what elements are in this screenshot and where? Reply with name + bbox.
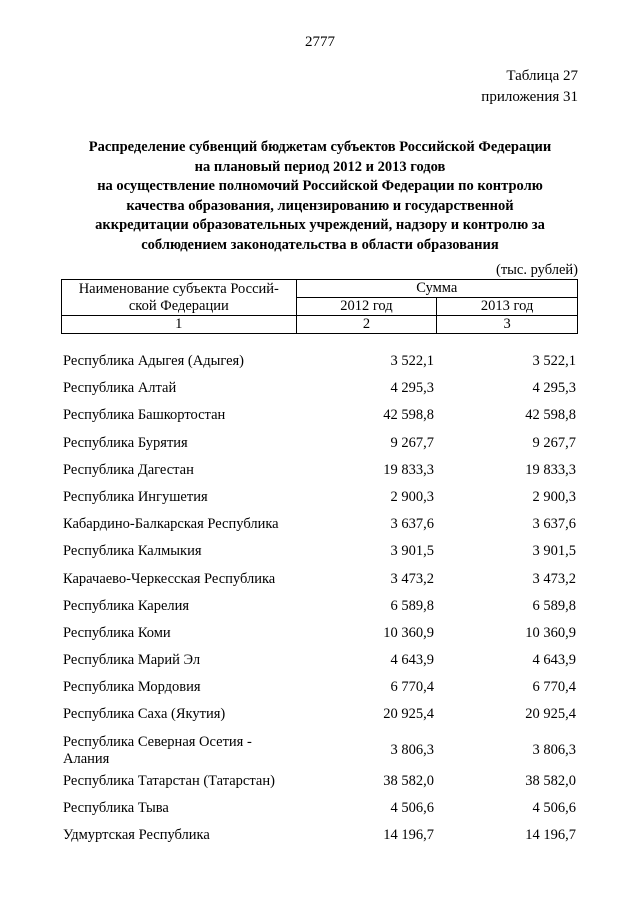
table-row — [63, 797, 578, 824]
amount-2013: 38 582,0 — [525, 772, 576, 789]
amount-2013: 14 196,7 — [525, 827, 576, 843]
page-number: 2777 — [305, 34, 335, 50]
title-line: аккредитации образовательных учреждений, надзору и контролю за — [95, 217, 545, 233]
subject-name: Республика Алтай — [63, 380, 177, 397]
table-row — [63, 770, 578, 797]
subject-name-line: Республика Северная Осетия - — [63, 733, 252, 750]
title-line: соблюдением законодательства в области образования — [141, 236, 499, 253]
subject-name: Республика Ингушетия — [63, 488, 208, 505]
amount-2013: 6 770,4 — [532, 679, 576, 696]
table-row — [63, 676, 578, 703]
subject-name: Республика Марий Эл — [63, 652, 201, 669]
amount-2012: 4 506,6 — [390, 799, 434, 816]
amount-2013: 10 360,9 — [525, 624, 576, 641]
header-column-number: 2 — [296, 316, 437, 334]
header-year-2012: 2012 год — [296, 298, 437, 316]
table-row — [63, 703, 578, 730]
subject-name: Республика Мордовия — [63, 679, 201, 696]
amount-2012: 9 267,7 — [390, 434, 434, 451]
table-reference-line: приложения 31 — [481, 89, 578, 105]
table-row — [63, 486, 578, 513]
subject-name: Республика Калмыкия — [63, 543, 202, 560]
table-row — [63, 432, 578, 459]
subject-name: Республика Башкортостан — [63, 407, 226, 424]
subject-name: Республика Коми — [63, 624, 171, 641]
amount-2012: 6 589,8 — [390, 597, 434, 614]
title-line: на плановый период 2012 и 2013 годов — [194, 158, 446, 175]
amount-2012: 19 833,3 — [383, 461, 434, 478]
units-label: (тыс. рублей) — [496, 262, 578, 278]
subject-name: Республика Тыва — [63, 799, 169, 816]
amount-2012: 10 360,9 — [383, 624, 434, 641]
table-row — [63, 350, 578, 377]
amount-2013: 3 522,1 — [532, 353, 576, 369]
table-row — [63, 404, 578, 431]
table-row — [63, 649, 578, 676]
subject-name: Республика Татарстан (Татарстан) — [63, 772, 275, 789]
header-year-2013: 2013 год — [437, 298, 578, 316]
amount-2013: 2 900,3 — [532, 488, 576, 505]
subject-name-line: Алания — [63, 750, 110, 767]
amount-2012: 3 901,5 — [390, 543, 434, 560]
subject-name: Удмуртская Республика — [63, 827, 210, 843]
subject-name: Кабардино-Балкарская Республика — [63, 516, 279, 533]
subject-name: Республика Саха (Якутия) — [63, 706, 226, 723]
amount-2013: 42 598,8 — [525, 407, 576, 424]
table-row — [63, 459, 578, 486]
header-subject-name-line: Наименование субъекта Россий- — [78, 280, 279, 297]
subject-name: Республика Бурятия — [63, 434, 188, 451]
amount-2012: 38 582,0 — [383, 772, 434, 789]
amount-2012: 6 770,4 — [390, 679, 434, 696]
document-title — [60, 138, 580, 255]
header-column-number: 3 — [437, 316, 578, 334]
table-row — [63, 377, 578, 404]
amount-2013: 20 925,4 — [525, 706, 576, 723]
table-row — [63, 622, 578, 649]
amount-2013: 6 589,8 — [532, 597, 576, 614]
title-line: Распределение субвенций бюджетам субъектов Российской Федерации — [88, 139, 552, 155]
subject-name: Республика Дагестан — [63, 461, 194, 478]
table-row — [63, 731, 578, 770]
header-subject-name — [62, 280, 297, 316]
subject-name: Республика Адыгея (Адыгея) — [63, 353, 245, 369]
table-reference — [481, 66, 578, 108]
amount-2012: 3 637,6 — [390, 516, 434, 533]
table-body — [63, 350, 578, 851]
amount-2012: 4 295,3 — [390, 380, 434, 397]
amount-2012: 2 900,3 — [390, 488, 434, 505]
amount-2013: 4 506,6 — [532, 799, 576, 816]
table-row — [63, 595, 578, 622]
amount-2013: 3 901,5 — [532, 543, 576, 560]
amount-2012: 4 643,9 — [390, 652, 434, 669]
subject-name: Республика Карелия — [63, 597, 190, 614]
table-header — [61, 279, 578, 334]
amount-2012: 3 806,3 — [390, 741, 434, 758]
amount-2013: 3 637,6 — [532, 516, 576, 533]
table-row — [63, 513, 578, 540]
table-row — [63, 568, 578, 595]
title-line: качества образования, лицензированию и государственной — [126, 197, 514, 214]
header-subject-name-line: ской Федерации — [128, 297, 229, 314]
table-row — [63, 824, 578, 851]
table-row — [63, 540, 578, 567]
amount-2012: 3 473,2 — [390, 570, 434, 587]
subject-name — [63, 734, 303, 768]
amount-2012: 42 598,8 — [383, 407, 434, 424]
header-column-number: 1 — [62, 316, 297, 334]
subject-name: Карачаево-Черкесская Республика — [63, 570, 276, 587]
amount-2012: 14 196,7 — [383, 827, 434, 843]
table-reference-line: Таблица 27 — [506, 68, 578, 84]
amount-2013: 4 295,3 — [532, 380, 576, 397]
amount-2012: 3 522,1 — [390, 353, 434, 369]
title-line: на осуществление полномочий Российской Федерации по контролю — [97, 178, 543, 194]
amount-2012: 20 925,4 — [383, 706, 434, 723]
amount-2013: 4 643,9 — [532, 652, 576, 669]
header-sum: Сумма — [296, 280, 577, 298]
amount-2013: 3 806,3 — [532, 741, 576, 758]
amount-2013: 3 473,2 — [532, 570, 576, 587]
amount-2013: 9 267,7 — [532, 434, 576, 451]
amount-2013: 19 833,3 — [525, 461, 576, 478]
